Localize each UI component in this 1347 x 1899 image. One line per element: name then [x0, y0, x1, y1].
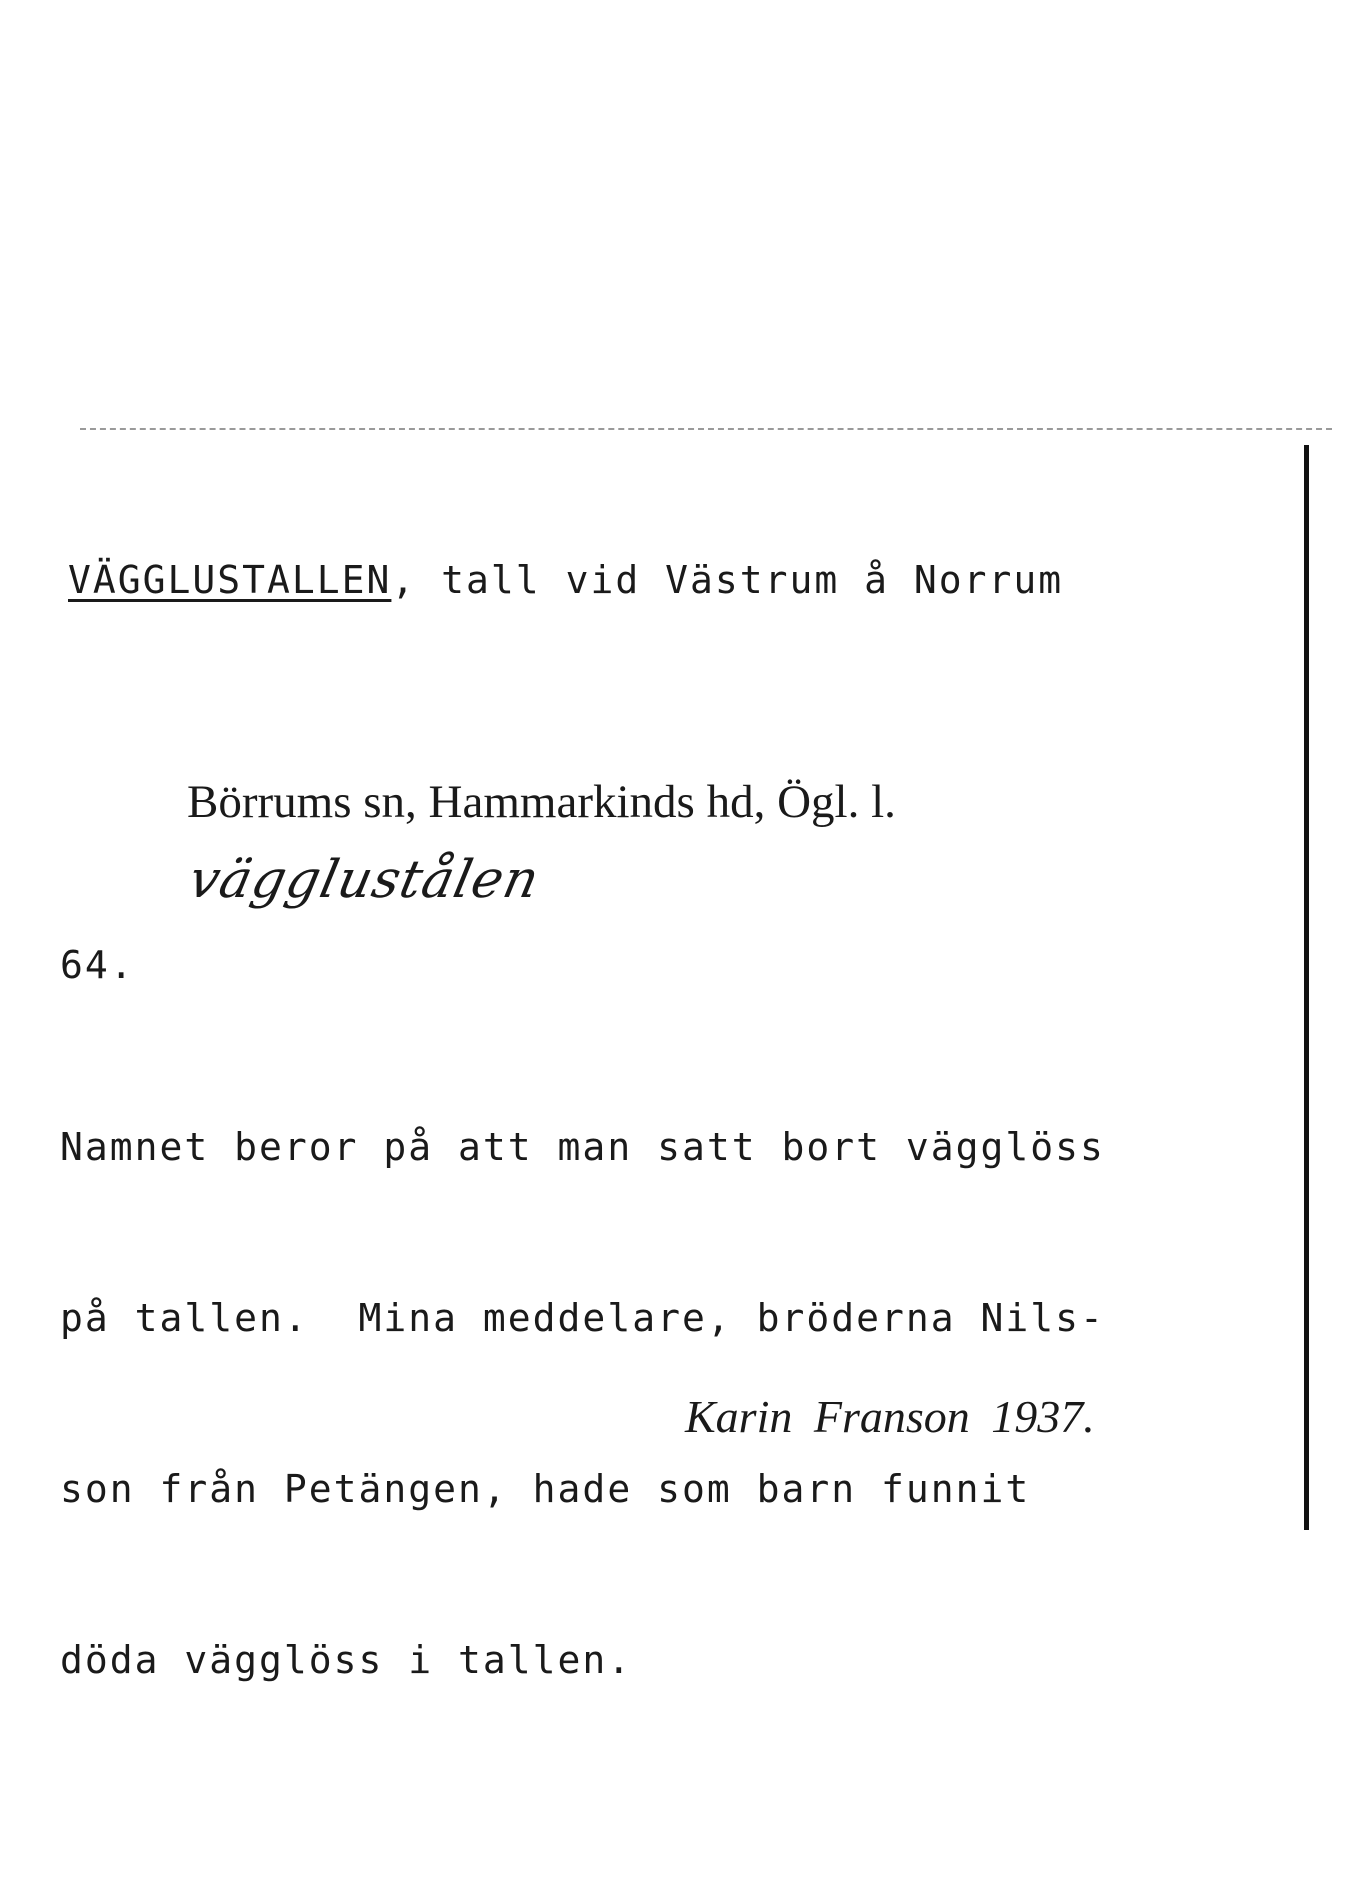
headword-line: [68, 558, 1063, 602]
headword: VÄGGLUSTALLEN: [68, 558, 392, 602]
entry-number: 64.: [60, 943, 135, 987]
body-line: Namnet beror på att man satt bort vägglöss: [60, 1125, 1105, 1169]
handwritten-form: vägglustålen: [183, 850, 545, 910]
signature: Karin Franson 1937.: [685, 1391, 1095, 1442]
card-top-border: [80, 428, 1332, 430]
body-text: [60, 1005, 1105, 1746]
headword-description: , tall vid Västrum å Norrum: [391, 558, 1064, 602]
card-right-border: [1304, 445, 1309, 1530]
body-line: döda vägglöss i tallen.: [60, 1638, 633, 1682]
place-line: Börrums sn, Hammarkinds hd, Ögl. l.: [187, 776, 896, 828]
body-line: son från Petängen, hade som barn funnit: [60, 1467, 1031, 1511]
body-line: på tallen. Mina meddelare, bröderna Nils-: [60, 1296, 1105, 1340]
